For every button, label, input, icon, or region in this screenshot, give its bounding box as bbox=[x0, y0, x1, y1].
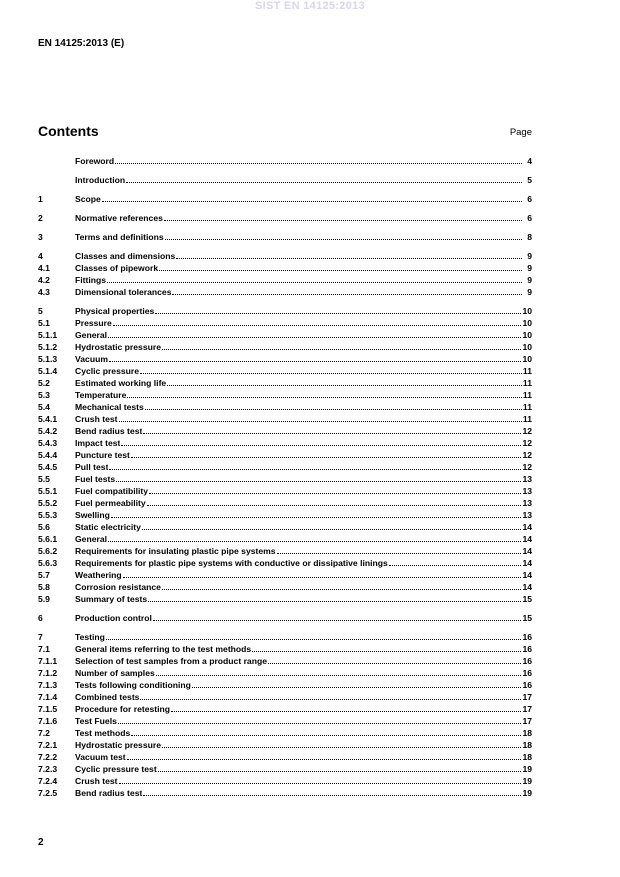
toc-leader-dots bbox=[176, 250, 522, 259]
toc-leader-dots bbox=[118, 715, 522, 724]
toc-entry[interactable] bbox=[38, 425, 532, 437]
toc-entry-label: Testing bbox=[75, 632, 105, 642]
toc-leader-dots bbox=[172, 286, 522, 295]
toc-leader-dots bbox=[162, 739, 521, 748]
toc-leader-dots bbox=[108, 533, 521, 542]
toc-leader-dots bbox=[147, 497, 522, 506]
toc-entry[interactable] bbox=[38, 274, 532, 286]
toc-leader-dots bbox=[143, 425, 521, 434]
toc-entry[interactable] bbox=[38, 401, 532, 413]
toc-entry-page: 18 bbox=[522, 752, 532, 762]
toc-entry-page: 12 bbox=[522, 438, 532, 448]
toc-entry-label: Crush test bbox=[75, 776, 118, 786]
toc-leader-dots bbox=[165, 231, 522, 240]
toc-entry-number: 7.1 bbox=[38, 644, 50, 654]
toc-entry-label: Scope bbox=[75, 194, 101, 204]
toc-entry-number: 7.1.3 bbox=[38, 680, 58, 690]
toc-entry-number: 5.5.2 bbox=[38, 498, 58, 508]
toc-leader-dots bbox=[121, 437, 521, 446]
toc-leader-dots bbox=[116, 473, 521, 482]
toc-entry-label: Dimensional tolerances bbox=[75, 287, 172, 297]
toc-entry-page: 9 bbox=[527, 263, 532, 273]
toc-entry-label: Crush test bbox=[75, 414, 118, 424]
toc-entry-page: 15 bbox=[522, 594, 532, 604]
toc-entry-page: 12 bbox=[522, 426, 532, 436]
toc-entry-number: 7.2 bbox=[38, 728, 50, 738]
toc-entry[interactable] bbox=[38, 727, 532, 739]
toc-leader-dots bbox=[108, 329, 521, 338]
toc-entry[interactable] bbox=[38, 497, 532, 509]
toc-entry-label: Bend radius test bbox=[75, 788, 143, 798]
toc-entry[interactable] bbox=[38, 545, 532, 557]
toc-entry-label: Test methods bbox=[75, 728, 131, 738]
toc-entry[interactable] bbox=[38, 643, 532, 655]
toc-entry[interactable] bbox=[38, 581, 532, 593]
toc-entry-label: Fuel compatibility bbox=[75, 486, 149, 496]
toc-leader-dots bbox=[127, 389, 521, 398]
toc-entry-page: 4 bbox=[527, 156, 532, 166]
toc-entry-label: Classes of pipework bbox=[75, 263, 159, 273]
toc-entry[interactable] bbox=[38, 715, 532, 727]
toc-entry-label: Temperature bbox=[75, 390, 127, 400]
table-of-contents bbox=[38, 155, 532, 799]
toc-entry-number: 5.4.2 bbox=[38, 426, 58, 436]
toc-leader-dots bbox=[140, 691, 521, 700]
toc-entry[interactable] bbox=[38, 787, 532, 799]
toc-entry-number: 7.2.3 bbox=[38, 764, 58, 774]
toc-entry[interactable] bbox=[38, 679, 532, 691]
toc-entry-number: 5.6.3 bbox=[38, 558, 58, 568]
toc-leader-dots bbox=[119, 775, 522, 784]
toc-entry-number: 5 bbox=[38, 306, 43, 316]
toc-entry-number: 7.1.1 bbox=[38, 656, 58, 666]
toc-entry-number: 5.7 bbox=[38, 570, 50, 580]
toc-entry-page: 19 bbox=[522, 776, 532, 786]
toc-entry-page: 11 bbox=[522, 378, 532, 388]
toc-entry-number: 7.1.6 bbox=[38, 716, 58, 726]
toc-leader-dots bbox=[153, 612, 522, 621]
document-id: EN 14125:2013 (E) bbox=[38, 38, 125, 49]
toc-entry-label: Fuel tests bbox=[75, 474, 116, 484]
toc-entry[interactable] bbox=[38, 485, 532, 497]
toc-leader-dots bbox=[268, 655, 521, 664]
toc-entry-label: Procedure for retesting bbox=[75, 704, 171, 714]
toc-entry-page: 14 bbox=[522, 534, 532, 544]
toc-entry-number: 5.1.4 bbox=[38, 366, 58, 376]
toc-entry-label: Fuel permeability bbox=[75, 498, 146, 508]
toc-entry-number: 5.8 bbox=[38, 582, 50, 592]
toc-leader-dots bbox=[107, 274, 522, 283]
toc-entry-label: Static electricity bbox=[75, 522, 141, 532]
toc-entry-label: Requirements for plastic pipe systems with conductive or dissipative linings bbox=[75, 558, 388, 568]
toc-leader-dots bbox=[123, 569, 522, 578]
toc-entry[interactable] bbox=[38, 365, 532, 377]
toc-entry-number: 7.2.2 bbox=[38, 752, 58, 762]
toc-entry-number: 7.2.1 bbox=[38, 740, 58, 750]
toc-entry[interactable] bbox=[38, 612, 532, 624]
toc-entry-number: 5.1.2 bbox=[38, 342, 58, 352]
toc-entry[interactable] bbox=[38, 212, 532, 224]
toc-entry[interactable] bbox=[38, 413, 532, 425]
toc-entry-label: Cyclic pressure test bbox=[75, 764, 157, 774]
page-column-header: Page bbox=[509, 127, 532, 138]
toc-entry-number: 5.2 bbox=[38, 378, 50, 388]
toc-entry-number: 5.1.3 bbox=[38, 354, 58, 364]
toc-entry-number: 4 bbox=[38, 251, 43, 261]
toc-entry-label: Hydrostatic pressure bbox=[75, 342, 161, 352]
toc-entry-page: 10 bbox=[522, 342, 532, 352]
toc-entry-number: 1 bbox=[38, 194, 43, 204]
toc-entry-page: 13 bbox=[522, 486, 532, 496]
toc-entry[interactable] bbox=[38, 473, 532, 485]
toc-entry[interactable] bbox=[38, 389, 532, 401]
toc-entry[interactable] bbox=[38, 286, 532, 298]
toc-entry-number: 5.9 bbox=[38, 594, 50, 604]
toc-entry-number: 5.5.3 bbox=[38, 510, 58, 520]
toc-entry[interactable] bbox=[38, 437, 532, 449]
toc-entry-label: Physical properties bbox=[75, 306, 155, 316]
toc-entry-label: Combined tests bbox=[75, 692, 140, 702]
toc-entry-number: 5.4.4 bbox=[38, 450, 58, 460]
toc-entry-label: Cyclic pressure bbox=[75, 366, 140, 376]
toc-entry-label: Pressure bbox=[75, 318, 112, 328]
toc-leader-dots bbox=[192, 679, 522, 688]
toc-entry-label: Fittings bbox=[75, 275, 107, 285]
toc-entry-number: 4.3 bbox=[38, 287, 50, 297]
toc-entry-number: 5.1 bbox=[38, 318, 50, 328]
toc-leader-dots bbox=[158, 763, 522, 772]
toc-entry-label: Production control bbox=[75, 613, 152, 623]
toc-entry[interactable] bbox=[38, 751, 532, 763]
page-number: 2 bbox=[38, 837, 44, 848]
toc-entry-number: 7.1.4 bbox=[38, 692, 58, 702]
toc-entry-number: 7.1.5 bbox=[38, 704, 58, 714]
toc-entry-label: Normative references bbox=[75, 213, 163, 223]
toc-entry-label: Vacuum bbox=[75, 354, 108, 364]
toc-entry[interactable] bbox=[38, 377, 532, 389]
toc-entry[interactable] bbox=[38, 775, 532, 787]
toc-entry-label: Vacuum test bbox=[75, 752, 126, 762]
toc-entry-page: 11 bbox=[522, 390, 532, 400]
toc-entry[interactable] bbox=[38, 763, 532, 775]
toc-entry-page: 10 bbox=[522, 306, 532, 316]
toc-leader-dots bbox=[164, 212, 522, 221]
toc-leader-dots bbox=[126, 174, 522, 183]
toc-leader-dots bbox=[252, 643, 521, 652]
toc-entry[interactable] bbox=[38, 533, 532, 545]
toc-leader-dots bbox=[127, 751, 522, 760]
toc-leader-dots bbox=[106, 631, 522, 640]
toc-entry-page: 9 bbox=[527, 251, 532, 261]
page-title: Contents bbox=[38, 123, 99, 139]
toc-entry-page: 16 bbox=[522, 632, 532, 642]
toc-entry[interactable] bbox=[38, 593, 532, 605]
toc-leader-dots bbox=[171, 703, 521, 712]
toc-leader-dots bbox=[167, 377, 522, 386]
toc-entry-page: 14 bbox=[522, 582, 532, 592]
toc-entry-number: 5.4.5 bbox=[38, 462, 58, 472]
toc-entry[interactable] bbox=[38, 557, 532, 569]
toc-entry[interactable] bbox=[38, 193, 532, 205]
toc-entry[interactable] bbox=[38, 317, 532, 329]
toc-leader-dots bbox=[115, 155, 522, 164]
toc-entry-page: 10 bbox=[522, 330, 532, 340]
toc-entry-page: 14 bbox=[522, 558, 532, 568]
toc-leader-dots bbox=[142, 521, 522, 530]
toc-entry[interactable] bbox=[38, 353, 532, 365]
toc-entry[interactable] bbox=[38, 569, 532, 581]
toc-entry-number: 7.2.4 bbox=[38, 776, 58, 786]
toc-entry[interactable] bbox=[38, 305, 532, 317]
toc-entry-label: Classes and dimensions bbox=[75, 251, 176, 261]
toc-leader-dots bbox=[109, 353, 521, 362]
toc-entry-label: Estimated working life bbox=[75, 378, 167, 388]
toc-entry-number: 7 bbox=[38, 632, 43, 642]
toc-entry-number: 5.4.1 bbox=[38, 414, 58, 424]
toc-entry-page: 17 bbox=[522, 704, 532, 714]
toc-entry-page: 9 bbox=[527, 275, 532, 285]
toc-entry[interactable] bbox=[38, 703, 532, 715]
toc-entry-page: 16 bbox=[522, 680, 532, 690]
toc-entry-label: Puncture test bbox=[75, 450, 130, 460]
toc-leader-dots bbox=[162, 581, 521, 590]
toc-entry-label: Test Fuels bbox=[75, 716, 117, 726]
toc-entry[interactable] bbox=[38, 341, 532, 353]
toc-leader-dots bbox=[162, 341, 521, 350]
toc-leader-dots bbox=[148, 593, 521, 602]
toc-entry-label: Impact test bbox=[75, 438, 121, 448]
toc-entry-page: 12 bbox=[522, 462, 532, 472]
toc-entry-page: 16 bbox=[522, 644, 532, 654]
toc-entry-page: 12 bbox=[522, 450, 532, 460]
toc-entry-label: Corrosion resistance bbox=[75, 582, 161, 592]
toc-leader-dots bbox=[140, 365, 522, 374]
toc-leader-dots bbox=[145, 401, 522, 410]
toc-entry-page: 11 bbox=[522, 414, 532, 424]
toc-entry-page: 16 bbox=[522, 656, 532, 666]
toc-entry[interactable] bbox=[38, 155, 532, 167]
toc-entry-label: Requirements for insulating plastic pipe systems bbox=[75, 546, 276, 556]
toc-entry-number: 5.6 bbox=[38, 522, 50, 532]
toc-entry-page: 13 bbox=[522, 498, 532, 508]
toc-entry-number: 4.2 bbox=[38, 275, 50, 285]
toc-entry[interactable] bbox=[38, 262, 532, 274]
toc-entry-page: 19 bbox=[522, 764, 532, 774]
toc-entry-page: 14 bbox=[522, 570, 532, 580]
toc-entry[interactable] bbox=[38, 231, 532, 243]
toc-entry[interactable] bbox=[38, 667, 532, 679]
toc-entry-page: 18 bbox=[522, 728, 532, 738]
toc-entry-page: 17 bbox=[522, 716, 532, 726]
toc-entry-number: 6 bbox=[38, 613, 43, 623]
toc-entry-label: Introduction bbox=[75, 175, 126, 185]
toc-entry[interactable] bbox=[38, 739, 532, 751]
toc-entry-label: Selection of test samples from a product range bbox=[75, 656, 267, 666]
toc-entry[interactable] bbox=[38, 174, 532, 186]
toc-entry-label: General items referring to the test methods bbox=[75, 644, 252, 654]
toc-entry-label: Number of samples bbox=[75, 668, 155, 678]
toc-entry-page: 17 bbox=[522, 692, 532, 702]
toc-entry-label: General bbox=[75, 330, 108, 340]
toc-entry-number: 5.5 bbox=[38, 474, 50, 484]
toc-entry-number: 5.6.2 bbox=[38, 546, 58, 556]
toc-entry-page: 18 bbox=[522, 740, 532, 750]
toc-entry-page: 9 bbox=[527, 287, 532, 297]
toc-entry-number: 5.1.1 bbox=[38, 330, 58, 340]
toc-leader-dots bbox=[113, 317, 522, 326]
toc-leader-dots bbox=[102, 193, 522, 202]
toc-entry-number: 5.4 bbox=[38, 402, 50, 412]
toc-entry-label: Swelling bbox=[75, 510, 110, 520]
toc-entry-page: 10 bbox=[522, 354, 532, 364]
toc-entry-page: 14 bbox=[522, 522, 532, 532]
toc-entry[interactable] bbox=[38, 655, 532, 667]
toc-entry-page: 14 bbox=[522, 546, 532, 556]
toc-leader-dots bbox=[131, 727, 521, 736]
toc-entry-label: General bbox=[75, 534, 108, 544]
toc-entry[interactable] bbox=[38, 691, 532, 703]
toc-leader-dots bbox=[277, 545, 522, 554]
toc-leader-dots bbox=[143, 787, 521, 796]
toc-entry-label: Bend radius test bbox=[75, 426, 143, 436]
toc-leader-dots bbox=[149, 485, 521, 494]
toc-entry-number: 4.1 bbox=[38, 263, 50, 273]
toc-entry-page: 11 bbox=[522, 366, 532, 376]
toc-leader-dots bbox=[131, 449, 522, 458]
toc-entry-page: 10 bbox=[522, 318, 532, 328]
toc-entry[interactable] bbox=[38, 449, 532, 461]
toc-entry[interactable] bbox=[38, 631, 532, 643]
toc-entry[interactable] bbox=[38, 329, 532, 341]
toc-entry-number: 5.3 bbox=[38, 390, 50, 400]
toc-entry[interactable] bbox=[38, 461, 532, 473]
toc-entry-label: Hydrostatic pressure bbox=[75, 740, 161, 750]
toc-entry-page: 8 bbox=[527, 232, 532, 242]
toc-entry-number: 7.2.5 bbox=[38, 788, 58, 798]
toc-entry-label: Terms and definitions bbox=[75, 232, 164, 242]
toc-entry-page: 15 bbox=[522, 613, 532, 623]
toc-leader-dots bbox=[156, 667, 522, 676]
toc-entry-label: Mechanical tests bbox=[75, 402, 144, 412]
toc-entry-page: 6 bbox=[527, 194, 532, 204]
toc-entry-page: 19 bbox=[522, 788, 532, 798]
toc-leader-dots bbox=[389, 557, 522, 566]
toc-leader-dots bbox=[155, 305, 521, 314]
toc-entry-page: 11 bbox=[522, 402, 532, 412]
toc-leader-dots bbox=[111, 509, 522, 518]
toc-entry-page: 16 bbox=[522, 668, 532, 678]
toc-entry[interactable] bbox=[38, 509, 532, 521]
toc-entry-label: Summary of tests bbox=[75, 594, 148, 604]
toc-entry-page: 6 bbox=[527, 213, 532, 223]
toc-entry-page: 5 bbox=[527, 175, 532, 185]
toc-entry[interactable] bbox=[38, 521, 532, 533]
toc-entry-number: 5.6.1 bbox=[38, 534, 58, 544]
toc-leader-dots bbox=[119, 413, 522, 422]
toc-leader-dots bbox=[109, 461, 521, 470]
toc-entry-number: 5.4.3 bbox=[38, 438, 58, 448]
toc-entry-label: Tests following conditioning bbox=[75, 680, 191, 690]
watermark: SIST EN 14125:2013 bbox=[255, 0, 365, 12]
toc-entry-page: 13 bbox=[522, 474, 532, 484]
toc-entry-number: 2 bbox=[38, 213, 43, 223]
toc-entry[interactable] bbox=[38, 250, 532, 262]
toc-leader-dots bbox=[159, 262, 522, 271]
toc-entry-label: Pull test bbox=[75, 462, 109, 472]
toc-entry-label: Weathering bbox=[75, 570, 122, 580]
toc-entry-number: 7.1.2 bbox=[38, 668, 58, 678]
toc-entry-number: 3 bbox=[38, 232, 43, 242]
toc-entry-page: 13 bbox=[522, 510, 532, 520]
toc-entry-label: Foreword bbox=[75, 156, 115, 166]
toc-entry-number: 5.5.1 bbox=[38, 486, 58, 496]
